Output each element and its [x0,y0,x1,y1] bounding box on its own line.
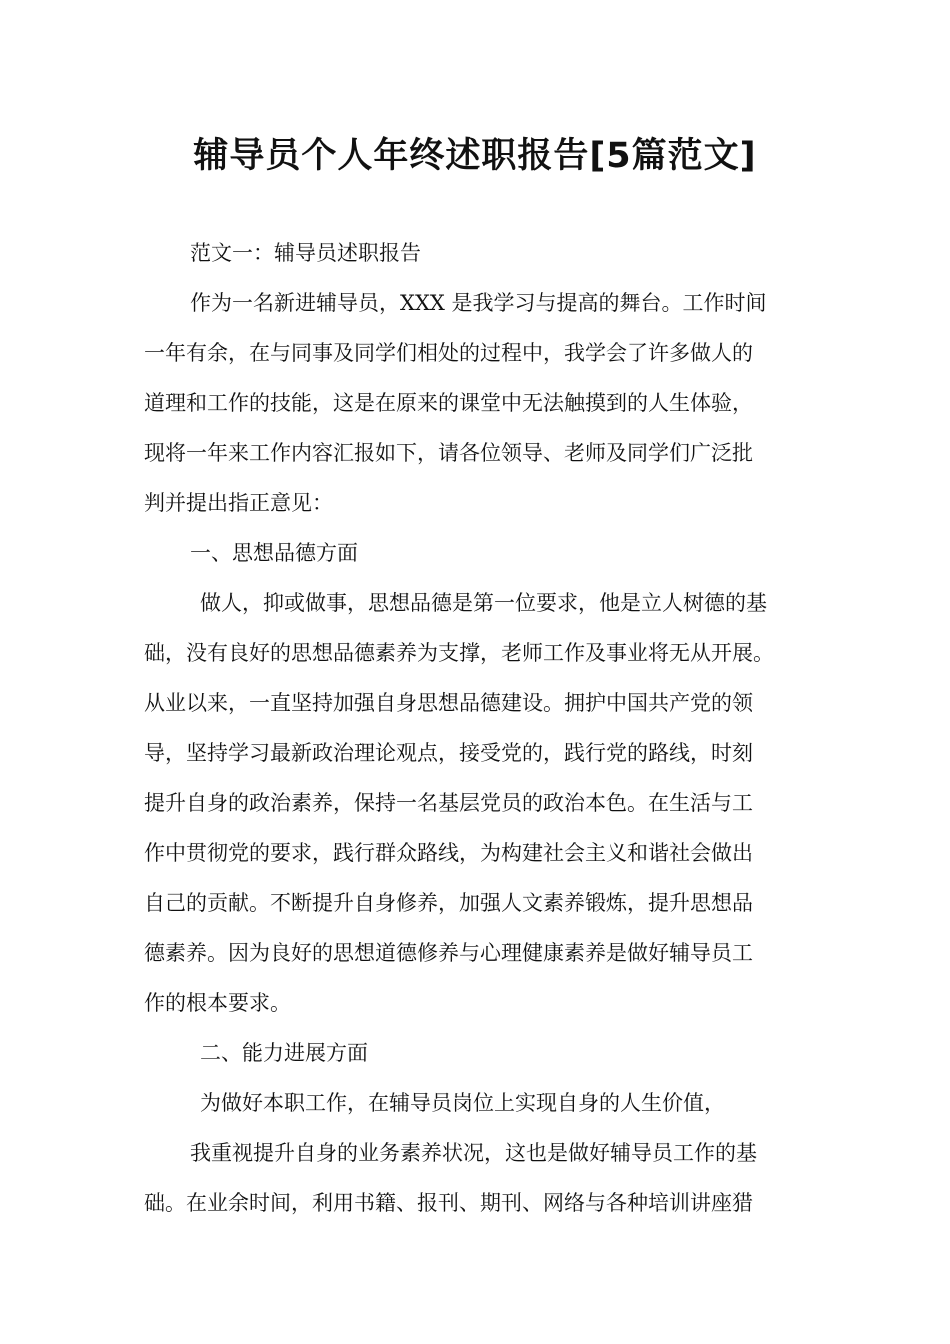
paragraph-line: 础，没有良好的思想品德素养为支撑，老师工作及事业将无从开展。 [144,641,774,665]
paragraph-line: 做人，抑或做事，思想品德是第一位要求，他是立人树德的基 [200,591,767,615]
paragraph-line: 从业以来，一直坚持加强自身思想品德建设。拥护中国共产党的领 [144,691,753,715]
document-title: 辅导员个人年终述职报告[5篇范文] [193,136,757,176]
paragraph-line: 作的根本要求。 [144,991,291,1015]
subsection-heading: 一、思想品德方面 [190,541,358,565]
paragraph-line: 提升自身的政治素养，保持一名基层党员的政治本色。在生活与工 [144,791,753,815]
paragraph-line: 现将一年来工作内容汇报如下，请各位领导、老师及同学们广泛批 [144,441,753,465]
paragraph-line: 我重视提升自身的业务素养状况，这也是做好辅导员工作的基 [190,1141,757,1165]
paragraph-line: 为做好本职工作，在辅导员岗位上实现自身的人生价值， [200,1091,725,1115]
paragraph-line: 导，坚持学习最新政治理论观点，接受党的，践行党的路线，时刻 [144,741,753,765]
paragraph-line: 作为一名新进辅导员，XXX 是我学习与提高的舞台。工作时间 [190,291,767,315]
paragraph-line: 德素养。因为良好的思想道德修养与心理健康素养是做好辅导员工 [144,941,753,965]
paragraph-line: 础。在业余时间，利用书籍、报刊、期刊、网络与各种培训讲座猎 [144,1191,753,1215]
paragraph-line: 一年有余，在与同事及同学们相处的过程中，我学会了许多做人的 [144,341,753,365]
paragraph-line: 自己的贡献。不断提升自身修养，加强人文素养锻炼，提升思想品 [144,891,753,915]
paragraph-line: 作中贯彻党的要求，践行群众路线，为构建社会主义和谐社会做出 [144,841,753,865]
section-heading: 范文一：辅导员述职报告 [190,241,421,265]
subsection-heading: 二、能力进展方面 [200,1041,368,1065]
paragraph-line: 道理和工作的技能，这是在原来的课堂中无法触摸到的人生体验， [144,391,753,415]
paragraph-line: 判并提出指正意见： [144,491,333,515]
